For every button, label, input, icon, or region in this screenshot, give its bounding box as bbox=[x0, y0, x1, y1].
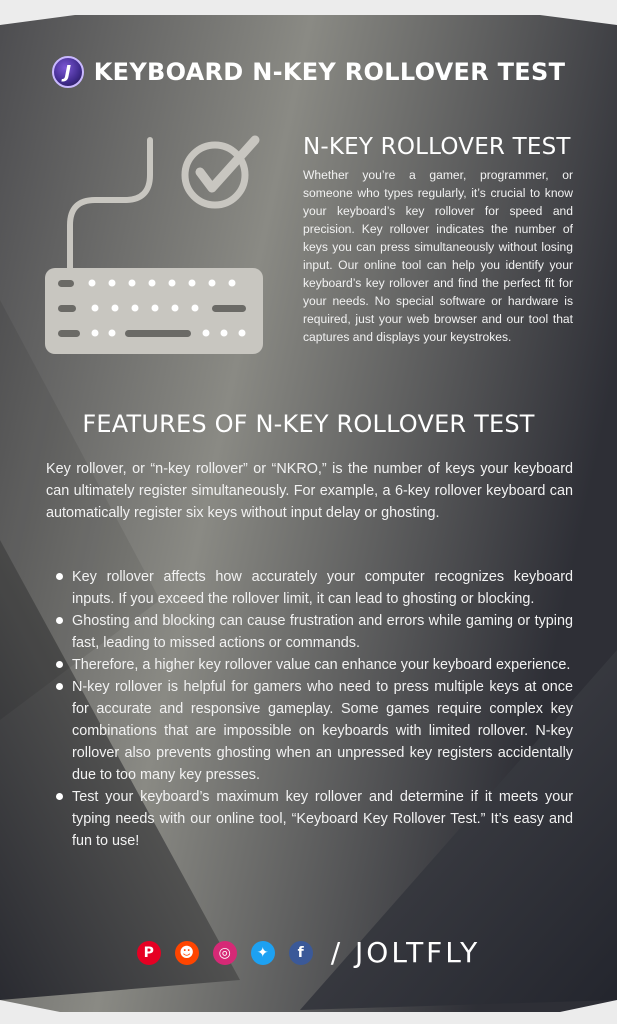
twitter-icon[interactable] bbox=[251, 941, 275, 965]
bullet-icon bbox=[56, 683, 63, 690]
list-item bbox=[72, 654, 573, 676]
keyboard-illustration-icon bbox=[40, 130, 270, 360]
intro-section bbox=[303, 134, 573, 346]
joltfly-logo-icon bbox=[52, 56, 84, 88]
instagram-icon[interactable] bbox=[213, 941, 237, 965]
bullet-icon bbox=[56, 573, 63, 580]
intro-heading: N-KEY ROLLOVER TEST bbox=[303, 134, 571, 160]
facebook-glyph: f bbox=[297, 944, 304, 961]
bullet-icon bbox=[56, 617, 63, 624]
features-list bbox=[72, 566, 573, 852]
twitter-glyph: ✦ bbox=[256, 944, 269, 961]
list-item-text: Key rollover affects how accurately your computer recognizes keyboard inputs. If you exceed the rollover limit, it can lead to ghosting or blocking. bbox=[72, 569, 573, 607]
page-header bbox=[0, 56, 617, 88]
list-item-text: N-key rollover is helpful for gamers who need to press multiple keys at once for accurate and responsive gameplay. Some games require complex key combinations that are impossible on keyboards with limited rollover. N-key rollover also prevents ghosting when an unpressed key registers accidentally due to too many key presses. bbox=[72, 679, 573, 783]
features-heading: FEATURES OF N-KEY ROLLOVER TEST bbox=[82, 410, 535, 438]
list-item-text: Test your keyboard’s maximum key rollover and determine if it meets your typing needs with our online tool, “Keyboard Key Rollover Test.” It’s easy and fun to use! bbox=[72, 789, 573, 849]
brand-name[interactable]: / JOLTFLY bbox=[330, 936, 481, 969]
bullet-icon bbox=[56, 661, 63, 668]
list-item-text: Ghosting and blocking can cause frustration and errors while gaming or typing fast, leading to missed actions or commands. bbox=[72, 613, 573, 651]
features-intro: Key rollover, or “n-key rollover” or “NKRO,” is the number of keys your keyboard can ultimately register simultaneously. For example, a 6-key rollover keyboard can automatically register six keys without input delay or ghosting. bbox=[46, 461, 573, 521]
list-item bbox=[72, 786, 573, 852]
page-footer bbox=[0, 936, 617, 969]
bullet-icon bbox=[56, 793, 63, 800]
instagram-glyph: ◎ bbox=[218, 944, 231, 961]
pinterest-icon[interactable] bbox=[137, 941, 161, 965]
pinterest-glyph: P bbox=[143, 944, 154, 961]
page-title: KEYBOARD N-KEY ROLLOVER TEST bbox=[93, 58, 566, 86]
list-item bbox=[72, 676, 573, 786]
list-item bbox=[72, 610, 573, 654]
logo-letter: J bbox=[64, 61, 72, 83]
intro-body: Whether you’re a gamer, programmer, or someone who types regularly, it’s crucial to know your keyboard’s key rollover for speed and precision. Key rollover indicates the number of keys you can press simultaneously without losing input. Our online tool can help you identify your keyboard’s key rollover and find the perfect fit for your needs. No special software or hardware is required, just your web browser and our tool that captures and displays your keystrokes. bbox=[303, 168, 573, 344]
reddit-icon[interactable] bbox=[175, 941, 199, 965]
list-item-text: Therefore, a higher key rollover value can enhance your keyboard experience. bbox=[72, 657, 571, 673]
list-item bbox=[72, 566, 573, 610]
facebook-icon[interactable] bbox=[289, 941, 313, 965]
reddit-glyph: ☻ bbox=[179, 944, 194, 961]
